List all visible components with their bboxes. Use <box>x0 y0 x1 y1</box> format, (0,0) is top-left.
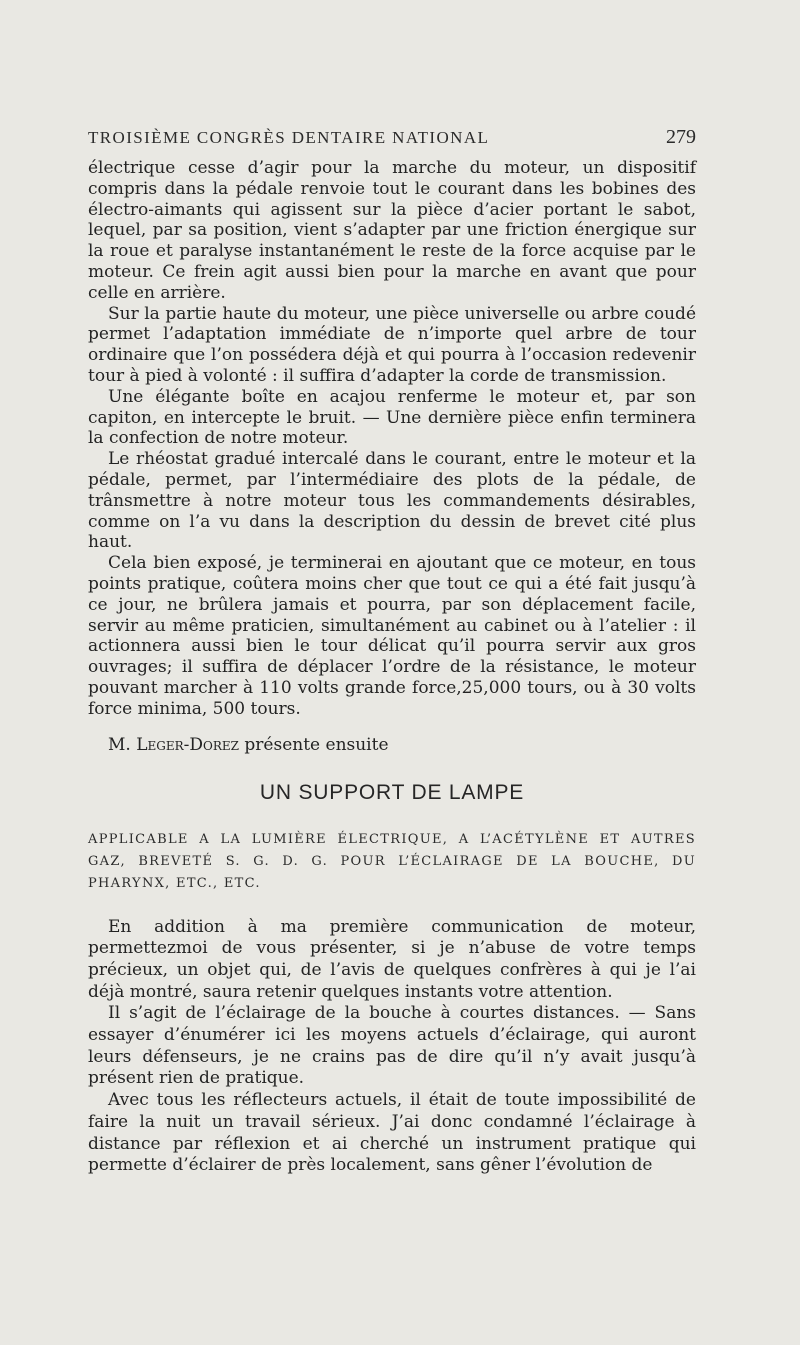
paragraph: En addition à ma première communication de moteur, permettezmoi de vous présenter, si je n’abuse de votre temps précieux, un objet qui, de l’avis de quelques confrères à qui je l’ai déjà montré, saura retenir quelques instants votre attention. <box>88 916 696 1002</box>
paragraph: Une élégante boîte en acajou renferme le moteur et, par son capiton, en intercepte le bruit. — Une dernière pièce enfin terminera la confection de notre moteur. <box>88 386 696 449</box>
speaker-name: Leger-Dorez <box>136 734 239 755</box>
paragraph: Sur la partie haute du moteur, une pièce universelle ou arbre coudé permet l’adaptation immédiate de n’importe quel arbre de tour ordinaire que l’on possédera déjà et qui pourra à l’occasion redevenir tour à pied à volonté : il suffira d’adapter la corde de transmission. <box>88 303 696 386</box>
paragraph: Avec tous les réflecteurs actuels, il était de toute impossibilité de faire la nuit un travail sérieux. J’ai donc condamné l’éclairage à distance par réflexion et ai cherché un instrument pratique qui permette d’éclairer de près localement, sans gêner l’évolution de <box>88 1090 696 1176</box>
paragraph: Le rhéostat gradué intercalé dans le courant, entre le moteur et la pédale, permet, par l’intermédiaire des plots de la pédale, de trânsmettre à notre moteur tous les commandements désirables, comme on l’a vu dans la description du dessin de brevet cité plus haut. <box>88 449 696 553</box>
running-title: TROISIÈME CONGRÈS DENTAIRE NATIONAL <box>88 128 490 147</box>
section-title: UN SUPPORT DE LAMPE <box>259 780 525 804</box>
page-header <box>88 126 696 149</box>
paragraph: Cela bien exposé, je terminerai en ajoutant que ce moteur, en tous points pratique, coûtera moins cher que tout ce qui a été fait jusqu’à ce jour, ne brûlera jamais et pourra, par son déplacement facile, servir au même praticien, simultanément au cabinet ou à l’atelier : il actionnera aussi bien le tour délicat qu’il pourra servir aux gros ouvrages; il suffira de déplacer l’ordre de la résistance, le moteur pouvant marcher à 110 volts grande force,25,000 tours, ou à 30 volts force minima, 500 tours. <box>88 553 696 719</box>
paragraph: Il s’agit de l’éclairage de la bouche à courtes distances. — Sans essayer d’énumérer ici les moyens actuels d’éclairage, qui auront leurs défenseurs, je ne crains pas de dire qu’il n’y avait jusqu’à présent rien de pratique. <box>88 1003 696 1089</box>
speaker-prefix: M. <box>108 734 131 755</box>
page-number: 279 <box>666 126 696 148</box>
speaker-line <box>88 734 696 756</box>
speaker-rest: présente ensuite <box>244 734 389 755</box>
paragraph: électrique cesse d’agir pour la marche du moteur, un dispositif compris dans la pédale renvoie tout le courant dans les bobines des électro-aimants qui agissent sur la pièce d’acier portant le sabot, lequel, par sa position, vient s’adapter par une friction énergique sur la roue et paralyse instantanément le reste de la force acquise par le moteur. Ce frein agit aussi bien pour la marche en avant que pour celle en arrière. <box>88 158 696 303</box>
body-text <box>88 158 696 1177</box>
section-subtitle: APPLICABLE A LA LUMIÈRE ÉLECTRIQUE, A L’ACÉTYLÈNE ET AUTRES GAZ, BREVETÉ S. G. D. G. POUR L’ÉCLAIRAGE DE LA BOUCHE, DU PHARYNX, ETC., ETC. <box>88 831 696 891</box>
section-body <box>88 917 696 1177</box>
